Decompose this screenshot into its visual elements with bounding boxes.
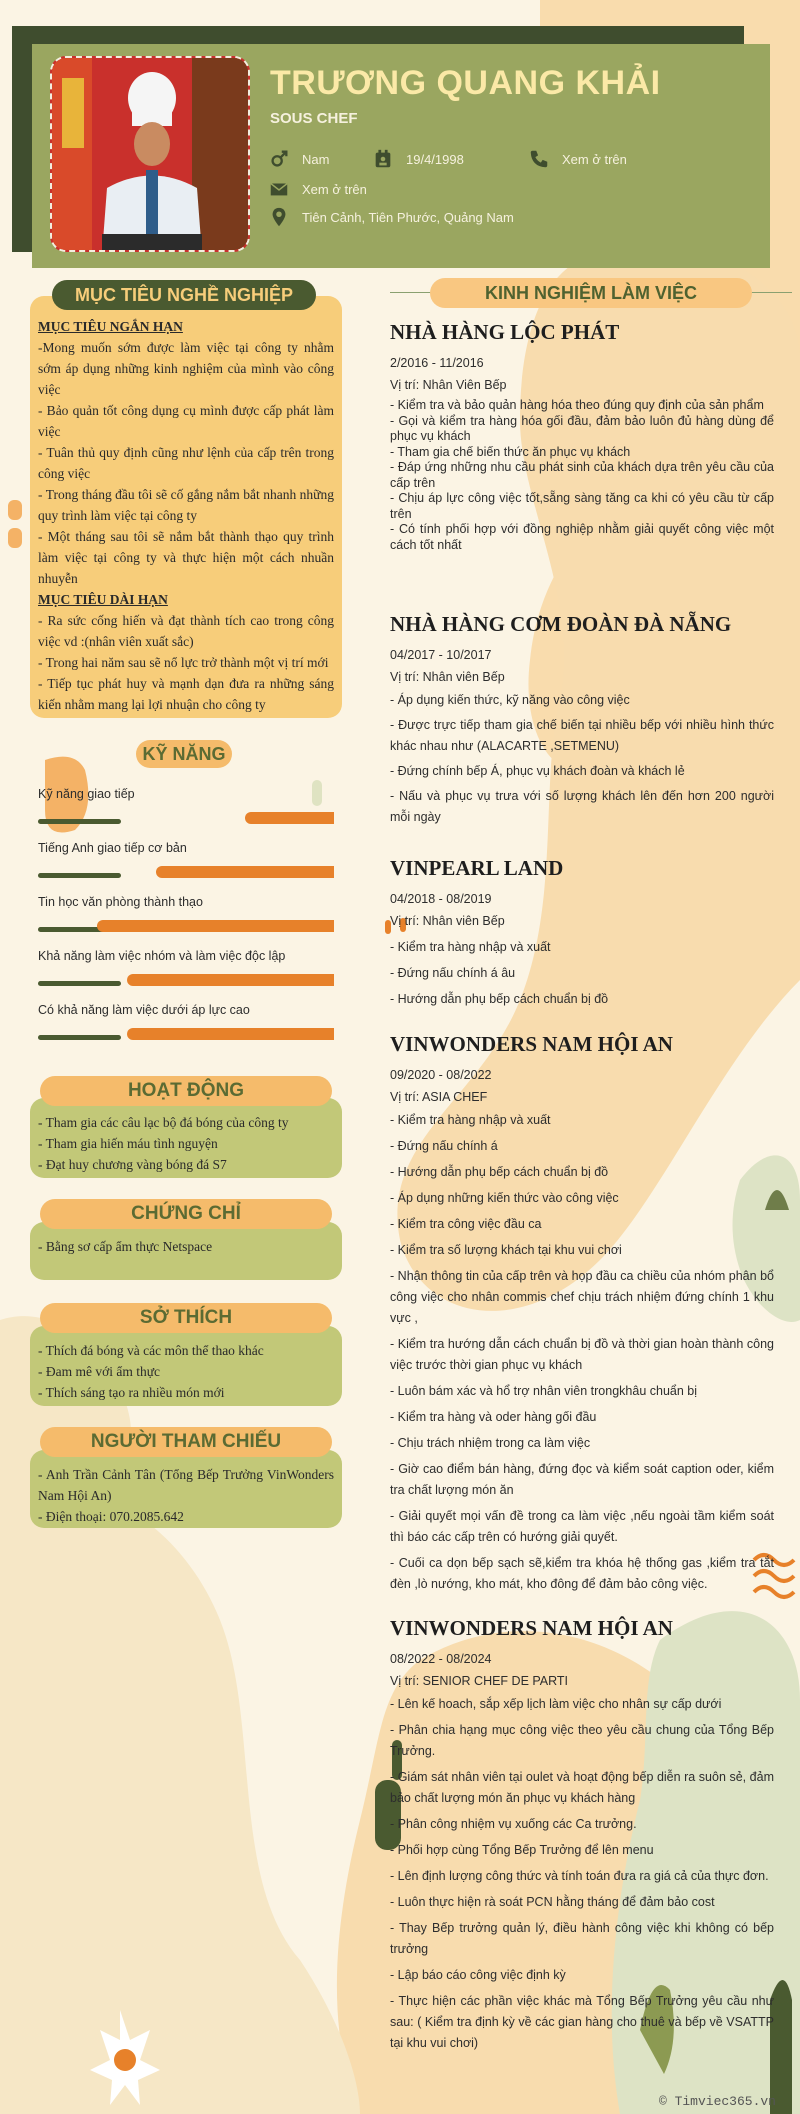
company-name: NHÀ HÀNG LỘC PHÁT (390, 320, 620, 344)
long-term-item: - Tiếp tục phát huy và mạnh dạn đưa ra những sáng kiến nhằm mang lại lợi nhuận cho công ty (38, 676, 334, 712)
job-period: 04/2017 - 10/2017 (390, 648, 492, 662)
candidate-role: SOUS CHEF (270, 110, 358, 127)
long-term-item: - Trong hai năm sau sẽ nổ lực trở thành một vị trí mới (38, 655, 329, 670)
skill-label: Kỹ năng giao tiếp (38, 787, 135, 801)
duty-item: - Luôn bám xác và hổ trợ nhân viên trongkhâu chuẩn bị (390, 1384, 698, 1398)
gender-value: Nam (302, 151, 330, 167)
skill-label: Tiếng Anh giao tiếp cơ bản (38, 841, 187, 855)
career-objective-title: MỤC TIÊU NGHỀ NGHIỆP (52, 280, 316, 310)
duty-item: - Luôn thực hiện rà soát PCN hằng tháng để đảm bảo cost (390, 1895, 715, 1909)
duty-item: - Đứng nấu chính á âu (390, 966, 516, 980)
birthday-value: 19/4/1998 (406, 151, 464, 167)
duty-item: - Chịu trách nhiệm trong ca làm việc (390, 1436, 591, 1450)
job-duties (390, 1110, 774, 1595)
address-value: Tiên Cảnh, Tiên Phước, Quảng Nam (302, 209, 514, 225)
duty-item: - Lên kế hoach, sắp xếp lịch làm việc cho nhân sự cấp dưới (390, 1697, 722, 1711)
job-duties (390, 934, 774, 1012)
job-position: Vị trí: SENIOR CHEF DE PARTI (390, 1674, 569, 1688)
duty-item: - Giám sát nhân viên tại oulet và hoạt động bếp diễn ra suôn sẻ, đảm bảo chất lượng món ăn phục vụ khách hàng (390, 1770, 774, 1805)
short-term-item: -Mong muốn sớm được làm việc tại công ty nhằm sớm áp dụng những kinh nghiệm của mình vào công việc (38, 340, 334, 397)
references-box (30, 1450, 342, 1528)
job-period: 04/2018 - 08/2019 (390, 892, 492, 906)
duty-item: - Áp dụng những kiến thức vào công việc (390, 1191, 619, 1205)
email-value: Xem ở trên (302, 181, 367, 197)
job-period: 09/2020 - 08/2022 (390, 1068, 492, 1082)
phone-info (528, 148, 627, 170)
long-term-title: MỤC TIÊU DÀI HẠN (38, 592, 168, 607)
duty-item: - Nhận thông tin của cấp trên và họp đầu ca chiều của nhóm phân bổ công việc cho nhân commis chef chịu trách nhiệm đứng chính 1 khu vực , (390, 1269, 774, 1325)
profile-photo (50, 56, 250, 252)
duty-item: - Phối hợp cùng Tổng Bếp Trưởng để lên menu (390, 1843, 654, 1857)
hobbies-title: SỞ THÍCH (40, 1303, 332, 1333)
skills-title: KỸ NĂNG (136, 740, 232, 768)
hobby-item: - Thích đá bóng và các môn thể thao khác (38, 1343, 264, 1358)
reference-item: - Điện thoại: 070.2085.642 (38, 1509, 184, 1524)
short-term-item: - Một tháng sau tôi sẽ nắm bắt thành thạo quy trình làm việc tại công ty và thực hiện một cách nhuần nhuyễn (38, 529, 334, 586)
certificates-box (30, 1222, 342, 1280)
skill-label: Có khả năng làm việc dưới áp lực cao (38, 1003, 250, 1017)
short-term-item: - Trong tháng đầu tôi sẽ cố gắng nắm bắt nhanh những quy trình làm việc tại công ty (38, 487, 334, 523)
skill-bar (38, 1028, 334, 1040)
duty-item: - Phân công nhiệm vụ xuống các Ca trưởng. (390, 1817, 637, 1831)
duty-item: - Đứng nấu chính á (390, 1139, 498, 1153)
company-name: VINPEARL LAND (390, 856, 564, 880)
short-term-title: MỤC TIÊU NGẮN HẠN (38, 319, 183, 334)
activity-item: - Tham gia các câu lạc bộ đá bóng của công ty (38, 1115, 289, 1130)
phone-icon (528, 148, 550, 170)
skill-bar (38, 974, 334, 986)
email-info (268, 178, 367, 200)
duty-item: - Được trực tiếp tham gia chế biến tại nhiều bếp với nhiều hình thức khác nhau như (ALACARTE ,SETMENU) (390, 718, 774, 753)
activities-box (30, 1098, 342, 1178)
references-title: NGƯỜI THAM CHIẾU (40, 1427, 332, 1457)
gender-info (268, 148, 329, 170)
duty-item: - Có tính phối hợp với đồng nghiệp nhằm giải quyết công việc một cách tốt nhất (390, 522, 774, 552)
duty-item: - Phân chia hạng mục công việc theo yêu cầu chung của Tổng Bếp Trưởng. (390, 1723, 774, 1758)
birthday-info (372, 148, 464, 170)
activity-item: - Tham gia hiến máu tình nguyện (38, 1136, 218, 1151)
duty-item: - Giải quyết mọi vấn đề trong ca làm việc ,nếu ngoài tầm kiểm soát thì báo các cấp trên có hướng giải quyết. (390, 1509, 774, 1544)
company-name: VINWONDERS NAM HỘI AN (390, 1616, 673, 1640)
certificates-title: CHỨNG CHỈ (40, 1199, 332, 1229)
duty-item: - Đứng chính bếp Á, phục vụ khách đoàn và khách lẻ (390, 764, 685, 778)
skill-bar (38, 920, 334, 932)
job-period: 2/2016 - 11/2016 (390, 356, 484, 370)
company-name: NHÀ HÀNG CƠM ĐOÀN ĐÀ NẴNG (390, 612, 732, 636)
career-objective-box (30, 296, 342, 718)
duty-item: - Cuối ca dọn bếp sạch sẽ,kiểm tra khóa hệ thống gas ,kiểm tra tắt đèn ,lò nướng, kho mát, kho đông để đảm bảo công việc. (390, 1556, 774, 1591)
duty-item: - Kiểm tra hàng nhập và xuất (390, 940, 551, 954)
certificate-item: - Bằng sơ cấp ẩm thực Netspace (38, 1239, 213, 1254)
job-duties (390, 690, 774, 828)
duty-item: - Kiểm tra hàng và oder hàng gối đầu (390, 1410, 597, 1424)
duty-item: - Kiểm tra số lượng khách tại khu vui chơi (390, 1243, 622, 1257)
reference-item: - Anh Trần Cảnh Tân (Tổng Bếp Trưởng VinWonders Nam Hội An) (38, 1467, 334, 1503)
short-term-item: - Tuân thủ quy định cũng như lệnh của cấp trên trong công việc (38, 445, 334, 481)
experience-title: KINH NGHIỆM LÀM VIỆC (430, 278, 752, 308)
job-position: Vị trí: Nhân viên Bếp (390, 914, 505, 928)
location-pin-icon (268, 206, 290, 228)
duty-item: - Kiểm tra công việc đầu ca (390, 1217, 542, 1231)
chef-portrait-image (52, 58, 250, 252)
job-position: Vị trí: Nhân Viên Bếp (390, 378, 507, 392)
duty-item: - Tham gia chế biến thức ăn phục vụ khách (390, 444, 631, 459)
hobbies-box (30, 1326, 342, 1406)
job-position: Vị trí: ASIA CHEF (390, 1090, 488, 1104)
duty-item: - Thay Bếp trưởng quản lý, điều hành công việc khi không có bếp trưởng (390, 1921, 774, 1956)
activity-item: - Đạt huy chương vàng bóng đá S7 (38, 1157, 227, 1172)
long-term-item: - Ra sức cống hiến và đạt thành tích cao trong công việc vd :(nhân viên xuất sắc) (38, 613, 334, 649)
duty-item: - Lập báo cáo công việc định kỳ (390, 1968, 566, 1982)
job-duties (390, 1694, 774, 2054)
hobby-item: - Đam mê với ẩm thực (38, 1364, 161, 1379)
candidate-name: TRƯƠNG QUANG KHẢI (270, 64, 661, 102)
job-duties (390, 398, 774, 553)
duty-item: - Kiểm tra và bảo quản hàng hóa theo đúng quy định của sản phẩm (390, 398, 764, 412)
duty-item: - Gọi và kiểm tra hàng hóa gối đầu, đảm bảo luôn đủ hàng dùng để phục vụ khách (390, 413, 774, 443)
company-name: VINWONDERS NAM HỘI AN (390, 1032, 673, 1056)
hobby-item: - Thích sáng tạo ra nhiều món mới (38, 1385, 225, 1400)
skill-label: Tin học văn phòng thành thạo (38, 895, 203, 909)
short-term-item: - Bảo quản tốt công dụng cụ mình được cấp phát làm việc (38, 403, 334, 439)
gender-icon (268, 148, 290, 170)
email-icon (268, 178, 290, 200)
calendar-icon (372, 148, 394, 170)
duty-item: - Thực hiện các phần việc khác mà Tổng Bếp Trưởng yêu cầu như sau: ( Kiểm tra định kỳ về các gian hàng cho thuê và bếp về VSATTP tại khu vui chơi) (390, 1994, 774, 2050)
activities-title: HOẠT ĐỘNG (40, 1076, 332, 1106)
duty-item: - Hướng dẫn phụ bếp cách chuẩn bị đồ (390, 1165, 609, 1179)
skill-label: Khả năng làm việc nhóm và làm việc độc lập (38, 949, 286, 963)
address-info (268, 206, 514, 228)
duty-item: - Áp dụng kiến thức, kỹ năng vào công việc (390, 693, 630, 707)
job-position: Vị trí: Nhân viên Bếp (390, 670, 505, 684)
duty-item: - Lên định lượng công thức và tính toán đưa ra giá cả của thực đơn. (390, 1869, 769, 1883)
duty-item: - Hướng dẫn phụ bếp cách chuẩn bị đồ (390, 992, 609, 1006)
duty-item: - Nấu và phục vụ trưa với số lượng khách lên đến hơn 200 người mỗi ngày (390, 789, 774, 824)
skill-bar (38, 812, 334, 824)
skill-bar (38, 866, 334, 878)
duty-item: - Chịu áp lực công việc tốt,sẵng sàng tăng ca khi có yêu cầu từ cấp trên (390, 491, 774, 521)
duty-item: - Đáp ứng những nhu cầu phát sinh của khách dựa trên yêu cầu của cấp trên (390, 460, 774, 490)
duty-item: - Kiểm tra hàng nhập và xuất (390, 1113, 551, 1127)
job-period: 08/2022 - 08/2024 (390, 1652, 492, 1666)
duty-item: - Giờ cao điểm bán hàng, đứng đọc và kiểm soát caption oder, kiểm tra chất lượng món ăn (390, 1462, 774, 1497)
phone-value: Xem ở trên (562, 151, 627, 167)
duty-item: - Kiểm tra hướng dẫn cách chuẩn bị đồ và thời gian hoàn thành công việc trước thời gian phục vụ khách (390, 1337, 774, 1372)
footer-credit: © Timviec365.vn (658, 2094, 776, 2109)
